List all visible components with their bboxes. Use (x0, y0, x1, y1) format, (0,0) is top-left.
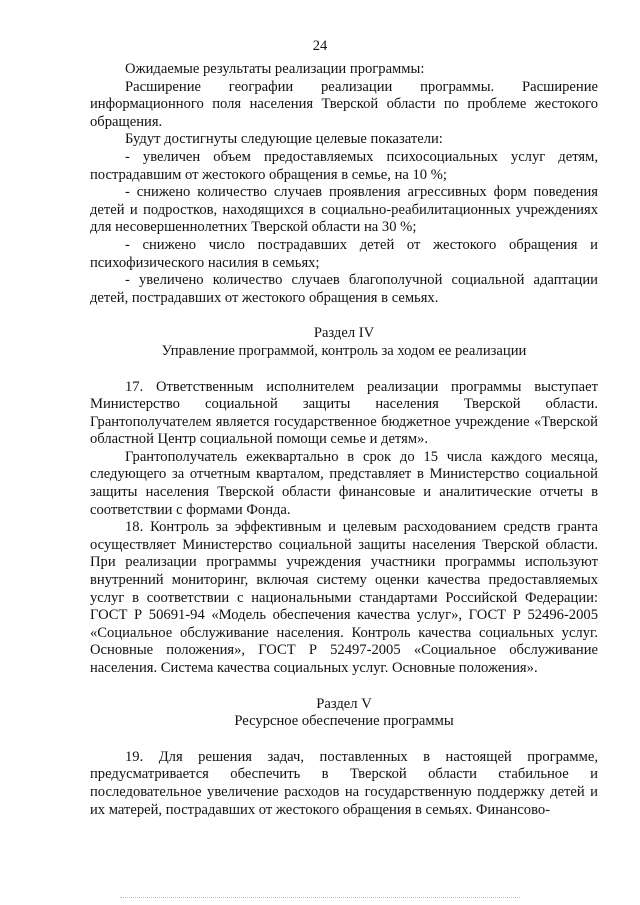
page-number: 24 (312, 38, 328, 54)
indicator-item-2: - снижено количество случаев проявления агрессивных форм поведения детей и подростков, находящихся в социально-реабилитационных учреждениях для несовершеннолетних Тверской области на 30 %; (90, 184, 598, 236)
spacer (90, 307, 598, 325)
section-5-label: Раздел V (316, 695, 372, 712)
spacer (90, 361, 598, 379)
spacer (90, 678, 598, 696)
paragraph-17: 17. Ответственным исполнителем реализации программы выступает Министерство социальной защиты населения Тверской области. Грантополучателем является государственное бюджетное учреждение «Тверской областной Центр социальной помощи семье и детям». (90, 378, 598, 448)
document-body (90, 61, 598, 819)
section-5-title: Ресурсное обеспечение программы (234, 713, 454, 730)
indicator-item-3: - снижено число пострадавших детей от жестокого обращения и психофизического насилия в семьях; (90, 236, 598, 271)
target-indicators-intro: Будут достигнуты следующие целевые показатели: (125, 131, 443, 148)
indicator-item-4: - увеличено количество случаев благополучной социальной адаптации детей, пострадавших от жестокого обращения в семьях. (90, 272, 598, 306)
page-bottom-edge (120, 897, 520, 898)
expected-results-heading: Ожидаемые результаты реализации программы: (125, 61, 425, 77)
section-4-title: Управление программой, контроль за ходом ее реализации (161, 342, 527, 359)
paragraph-19: 19. Для решения задач, поставленных в настоящей программе, предусматривается обеспечить в Тверской области стабильное и последовательное увеличение расходов на государственную поддержку детей и их матерей, пострадавших от жестокого обращения в семьях. Финансово- (90, 748, 598, 818)
paragraph-17-reports: Грантополучатель ежеквартально в срок до 15 числа каждого месяца, следующего за отчетным кварталом, представляет в Министерство социальной защиты населения Тверской области финансовые и аналитические отчеты в соответствии с формами Фонда. (90, 448, 598, 518)
spacer (90, 731, 598, 749)
expected-results-paragraph: Расширение географии реализации программы. Расширение информационного поля населения Тверской области по проблеме жестокого обращения. (90, 78, 598, 130)
section-4-label: Раздел IV (313, 325, 375, 342)
indicator-item-1: - увеличен объем предоставляемых психосоциальных услуг детям, пострадавшим от жестокого обращения в семье, на 10 %; (90, 148, 598, 183)
paragraph-18: 18. Контроль за эффективным и целевым расходованием средств гранта осуществляет Министерство социальной защиты населения Тверской области. При реализации программы учреждения участники программы используют внутренний мониторинг, включая систему оценки качества предоставляемых услуг в соответствии с национальными стандартами Российской Федерации: ГОСТ Р 50691-94 «Модель обеспечения качества услуг», ГОСТ Р 52496-2005 «Социальное обслуживание населения. Контроль качества социальных услуг. Основные положения», ГОСТ Р 52497-2005 «Социальное обслуживание населения. Система качества социальных услуг. Основные положения». (90, 519, 598, 676)
